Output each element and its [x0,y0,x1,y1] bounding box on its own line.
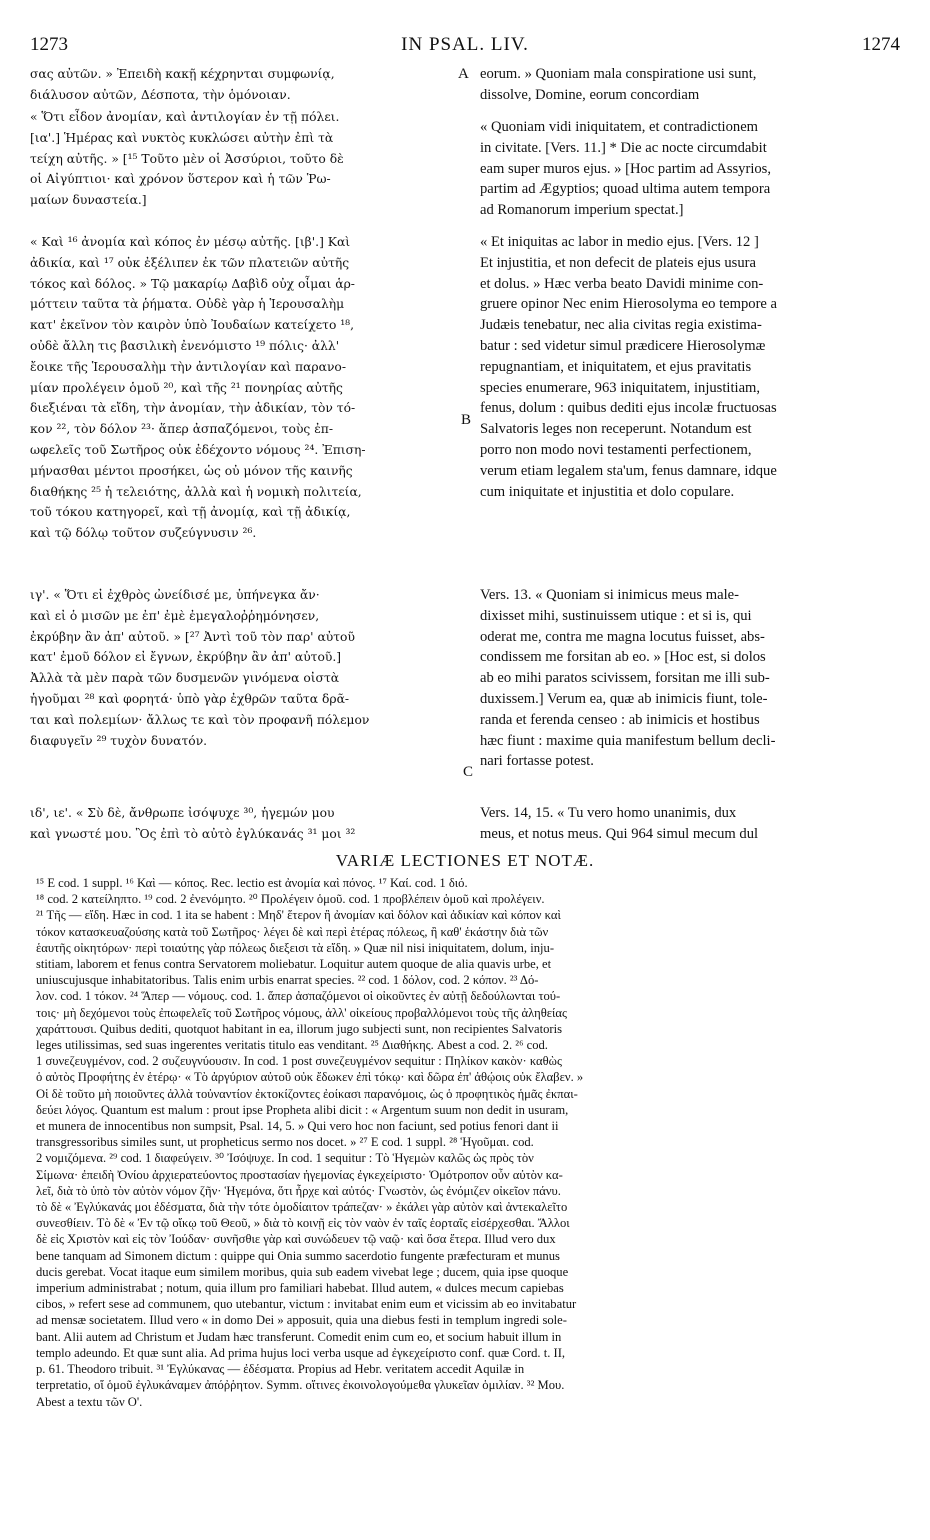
running-title: IN PSAL. LIV. [401,34,529,55]
text-line: μόττειν ταῦτα τὰ ῥήματα. Οὐδὲ γὰρ ἡ Ἱερουσαλὴμ [30,297,345,312]
text-line: Judæis tenebatur, nec alia civitas regia existima- [480,317,762,334]
text-line: ²¹ Τῆς — εἴδη. Hæc in cod. 1 ita se habent : Μηδ' ἕτερον ἢ ἀνομίαν καὶ δόλον καὶ ἀδικίαν καὶ κόπον καὶ [36,908,561,923]
text-line: σας αὐτῶν. » Ἐπειδὴ κακῇ κέχρηνται συμφωνίᾳ, [30,67,335,81]
text-line: δεύει λόγος. Quantum est malum : prout ipse Propheta alibi dicit : « Argentum suum non dedit in usuram, [36,1102,569,1117]
text-line: μήνασθαι μέντοι προσήκει, ὡς οὐ μόνον τῆς καινῆς [30,463,353,478]
text-line: [ια'.] Ἡμέρας καὶ νυκτὸς κυκλώσει αὐτὴν ἐπὶ τὰ [30,130,334,145]
text-line: ἀδικία, καὶ ¹⁷ οὐκ ἐξέλιπεν ἐκ τῶν πλατειῶν αὐτῆς [30,255,350,270]
text-line: bant. Alii autem ad Christum et Judam hæc transferunt. Comedit enim cum eo, et socium habuit illum in [36,1329,562,1344]
text-line: « Καὶ ¹⁶ ἀνομία καὶ κόπος ἐν μέσῳ αὐτῆς. [ιβ'.] Καὶ [30,235,351,249]
text-line: species enumerare, 963 iniquitatem, injustitiam, [480,379,761,396]
text-line: Vers. 14, 15. « Tu vero homo unanimis, dux [480,805,737,821]
text-line: meus, et notus meus. Qui 964 simul mecum dul [480,825,759,842]
text-line: et dolus. » Hæc verba beato Davidi minime con- [480,275,764,292]
text-line: χαράττουσι. Quibus dediti, quotquot habitant in ea, illorum jugo subjecti sunt, non recipientes Salvatoris [36,1021,562,1036]
text-line: διάλυσον αὐτῶν, Δέσποτα, τὴν ὁμόνοιαν. [30,87,291,102]
text-line: p. 61. Theodoro tribuit. ³¹ Ἐγλύκανας — ἐδέσματα. Propius ad Hebr. veritatem accedit Aquilæ in [36,1362,525,1377]
margin-letter-c: C [463,764,474,780]
greek-paragraph-4 [30,585,455,751]
text-line: eam super muros ejus. » [Hoc partim ad Assyrios, [480,160,772,177]
text-line: ται καὶ πολεμίων· ἄλλως τε καὶ τὸν προφανῆ πόλεμον [30,712,370,727]
latin-paragraph-5 [480,803,893,845]
text-line: repugnantiam, et iniquitatem, et ejus pravitatis [480,358,752,375]
text-line: τὸ δὲ « Ἐγλύκανάς μοι ἐδέσματα, διὰ τὴν τότε ὁμοδίαιτον τράπεζαν· » ἐκάλει γὰρ αὐτὸν καὶ ἀντεκαλεῖτο [36,1200,568,1215]
text-line: leges utilissimas, sed suas ingerentes veritatis titulo eas venditant. ²⁵ Διαθήκης. Abest a cod. 2. ²⁶ cod. [36,1038,548,1053]
right-page-number: 1274 [862,34,900,55]
margin-letter-b: B [461,412,472,428]
text-line: κον ²², τὸν δόλον ²³· ἅπερ ἀσπαζόμενοι, τοὺς ἐπ- [30,422,334,437]
text-line: καὶ τῷ δόλῳ τοῦτον συζεύγνυσιν ²⁶. [30,526,257,541]
text-line: διαθήκης ²⁵ ἡ τελειότης, ἀλλὰ καὶ ἡ νομικὴ πολιτεία, [30,484,362,499]
text-line: condissem me forsitan ab eo. » [Hoc est, si dolos [480,649,766,666]
text-line: ὁ αὐτὸς Προφήτης ἐν ἑτέρῳ· « Τὸ ἀργύριον αὐτοῦ οὐκ ἔδωκεν ἐπὶ τόκῳ· καὶ δῶρα ἐπ' ἀθῴοις οὐκ ἔλαβεν. » [36,1070,584,1085]
latin-paragraph-3 [480,232,893,502]
text-line: cum iniquitate et injustitia et dolo copulare. [480,483,735,500]
text-line: οἱ Αἰγύπτιοι· καὶ χρόνον ὕστερον καὶ ἡ τῶν Ῥω- [30,172,331,187]
text-line: porro non modo novi testamenti perfectionem, [480,441,752,458]
margin-letter-a: A [458,66,469,82]
text-line: randa et ferenda censeo : ab inimicis et hostibus [480,711,760,728]
greek-paragraph-1 [30,64,455,106]
text-line: Ἀλλὰ τὰ μὲν παρὰ τῶν δυσμενῶν γινόμενα οἰστὰ [30,671,340,686]
text-line: uniuscujusque inhabitatoribus. Talis enim urbis enarrat species. ²² cod. 1 δόλον, cod. 2 κόπον. ²³ Δό- [36,973,539,988]
greek-paragraph-3 [30,232,455,544]
footnotes-block [36,875,896,1410]
text-line: transgressoribus similes sunt, ut propheticus sermo nos docet. » ²⁷ E cod. 1 suppl. ²⁸ Ἡγοῦμαι. cod. [36,1135,534,1150]
text-line: oderat me, contra me magna locutus fuisset, abs- [480,628,765,645]
text-line: τοῦ τόκου κατηγορεῖ, καὶ τῇ ἀνομίᾳ, καὶ τῇ ἀδικίᾳ, [30,505,351,520]
text-line: διαφυγεῖν ²⁹ τυχὸν δυνατόν. [30,733,208,748]
text-line: 2 νομιζόμενα. ²⁹ cod. 1 διαφεύγειν. ³⁰ Ἰσόψυχε. In cod. 1 sequitur : Τὸ Ἡγεμὼν καλῶς ὡς πρὸς τὸν [36,1151,534,1166]
text-line: ἡγοῦμαι ²⁸ καὶ φορητά· ὑπὸ γὰρ ἐχθρῶν ταῦτα δρᾶ- [30,691,350,706]
text-line: batur : sed videtur simul prædicere Hierosolymæ [480,337,766,354]
text-line: ¹⁸ cod. 2 κατείληπτο. ¹⁹ cod. 2 ἐνενόμητο. ²⁰ Προλέγειν ὁμοῦ. cod. 1 προβλέπειν ὁμοῦ καὶ προλέγειν. [36,892,545,907]
text-line: terpretatio, οἵ ὁμοῦ ἐγλυκάναμεν ἀπόῤῥητον. Symm. οἵτινες ἐκοινολογούμεθα γλυκεῖαν ὁμιλίαν. ³² Μου. [36,1378,565,1393]
text-line: hæc fiunt : maxime quia manifestum bellum decli- [480,732,776,749]
running-header [30,34,900,56]
greek-paragraph-2 [30,107,455,211]
text-line: ducis gerebat. Vocat itaque eum similem moribus, quia sub eadem vivebat lege ; ducem, quia ipse quoque [36,1264,569,1279]
text-line: nari fortasse potest. [480,753,594,770]
text-line: Vers. 13. « Quoniam si inimicus meus male- [480,587,740,603]
text-line: duxissem.] Verum ea, quæ ab inimicis fiunt, tole- [480,690,768,707]
text-line: stitiam, laborem et fenus contra Servatorem moliebatur. Loquitur autem quoque de alia quavis urbe, et [36,957,552,972]
text-line: συνεσθίειν. Τὸ δὲ « Ἐν τῷ οἴκῳ τοῦ Θεοῦ, » διὰ τὸ κοινῇ εἰς τὸν ναὸν ἐν ταῖς ἑορταῖς εἰσέρχεσθαι. Ἄλλοι [36,1216,570,1231]
text-line: ab eo mihi paratos scivissem, forsitan me illi sub- [480,670,770,687]
text-line: gruere opinor Nec enim Hierosolyma eo tempore a [480,296,778,313]
latin-paragraph-1 [480,64,893,106]
left-page-number: 1273 [30,34,68,55]
text-line: ad mensæ societatem. Illud vero « in domo Dei » apposuit, quia una diebus festi in templum ingredi sole- [36,1313,567,1328]
greek-paragraph-5 [30,803,455,845]
text-line: ιδ', ιε'. « Σὺ δὲ, ἄνθρωπε ἰσόψυχε ³⁰, ἡγεμών μου [30,806,335,820]
text-line: dissolve, Domine, eorum concordiam [480,86,700,103]
text-line: « Quoniam vidi iniquitatem, et contradictionem [480,119,759,135]
text-line: λον. cod. 1 τόκον. ²⁴ Ἅπερ — νόμους. cod. 1. ἅπερ ἀσπαζόμενοι οἱ οἰκοῦντες ἐν αὐτῇ δεδούλωνται τού- [36,989,561,1004]
text-line: Οἱ δὲ τοῦτο μὴ ποιοῦντες ἀλλὰ τοὐναντίον ἐκτοκίζοντες ἐοίκασι παρανόμοις, ὡς ὁ προφητικὸς ἡμᾶς ἐκπαι- [36,1086,578,1101]
text-line: ιγ'. « Ὅτι εἰ ἐχθρὸς ὠνείδισέ με, ὑπήνεγκα ἄν· [30,588,320,602]
text-line: dixisset mihi, sustinuissem utique : et si is, qui [480,607,752,624]
text-line: « Et iniquitas ac labor in medio ejus. [Vers. 12 ] [480,234,759,250]
text-line: μίαν προλέγειν ὁμοῦ ²⁰, καὶ τῆς ²¹ πονηρίας αὐτῆς [30,380,343,395]
text-line: « Ὅτι εἶδον ἀνομίαν, καὶ ἀντιλογίαν ἐν τῇ πόλει. [30,110,340,124]
notes-heading: VARIÆ LECTIONES ET NOTÆ. [335,851,595,870]
text-line: imperium administrabat ; notum, quia illum pro familiari habebat. Illud autem, « dulces mecum capiebas [36,1281,564,1296]
text-line: et munera de innocentibus non sumpsit, Psal. 14, 5. » Qui vero hoc non faciunt, sed potius fenori dant ii [36,1119,559,1134]
text-line: Σίμωνα· ἐπειδὴ Ὀνίου ἀρχιερατεύοντος προστασίαν ἡγεμονίας ἐγκεχείριστο· Ὁμότροπον οὖν αὐτὸν κα- [36,1167,563,1182]
text-line: ἔοικε τῆς Ἱερουσαλὴμ τὴν ἀντιλογίαν καὶ παρανο- [30,359,346,374]
text-line: fenus, dolum : quibus dediti ejus incolæ fructuosas [480,400,777,417]
text-line: τόκος καὶ δόλος. » Τῷ μακαρίῳ Δαβὶδ οὐχ οἶμαι ἁρ- [30,276,355,291]
text-line: bene tanquam ad Simonem dictum : quippe qui Onia summo sacerdotio fungente præfecturam et munus [36,1248,560,1263]
text-line: τόκον κατασκευαζούσης κατὰ τοῦ Σωτῆρος· λέγει δὲ καὶ περὶ ἑτέρας πόλεως, ἢ καθ' ἑκάστην διὰ τῶν [36,924,549,939]
text-line: καὶ εἰ ὁ μισῶν με ἐπ' ἐμὲ ἐμεγαλοῤῥημόνησεν, [30,608,320,623]
text-line: κατ' ἐμοῦ δόλον εἰ ἔγνων, ἐκρύβην ἂν ἀπ' αὐτοῦ.] [30,650,342,665]
text-line: διεξιέναι τὰ εἴδη, τὴν ἀνομίαν, τὴν ἀδικίαν, τὸν τό- [30,401,356,416]
text-line: λεῖ, διὰ τὸ ὑπὸ τὸν αὐτὸν νόμον ζῆν· Ἡγεμόνα, ὅτι ἦρχε καὶ αὐτός· Γνωστὸν, ὡς ἐνόμιζεν οἰκεῖον πάνυ. [36,1183,561,1198]
text-line: cibos, » refert sese ad communem, quo utebantur, victum : invitabat enim eum et vicissim ab eo invitabatur [36,1297,577,1312]
text-line: in civitate. [Vers. 11.] * Die ac nocte circumdabit [480,139,767,156]
latin-paragraph-4 [480,585,893,772]
text-line: Abest a textu τῶν Ο'. [36,1394,143,1409]
text-line: ἑαυτῆς οἰκητόρων· περὶ τοιαύτης γὰρ πόλεως διεξεισι τὰ εἴδη. » Quæ nil nisi iniquitatem, dolum, inju- [36,940,555,955]
text-line: κατ' ἐκεῖνον τὸν καιρὸν ὑπὸ Ἰουδαίων κατείχετο ¹⁸, [30,318,355,333]
text-line: ¹⁵ E cod. 1 suppl. ¹⁶ Καὶ — κόπος. Rec. lectio est ἀνομία καὶ πόνος. ¹⁷ Καί. cod. 1 διό. [36,876,468,890]
text-line: eorum. » Quoniam mala conspiratione usi sunt, [480,66,757,82]
text-line: τοις· μὴ δεχόμενοι τοὺς ἐπωφελεῖς τοῦ Σωτῆρος νόμους, ἀλλ' οἰκείους προβαλλόμενοι τοὺς τῆς ἀληθείας [36,1005,567,1020]
text-line: ad Romanorum imperium spectat.] [480,202,684,219]
text-line: δὲ εἰς Χριστὸν καὶ εἰς τὸν Ἰούδαν· συνῆσθιε γὰρ καὶ συνώδευεν τῷ ναῷ· καὶ ὅσα ἕτερα. Illud vero dux [36,1232,556,1247]
text-line: οὐδὲ ἄλλη τις βασιλικὴ ἐνενόμιστο ¹⁹ πόλις· ἀλλ' [30,338,340,353]
text-line: καὶ γνωστέ μου. Ὃς ἐπὶ τὸ αὐτὸ ἐγλύκανάς ³¹ μοι ³² [30,826,356,841]
latin-paragraph-2 [480,117,893,221]
text-line: Salvatoris leges non receperunt. Notandum est [480,421,752,438]
text-line: ἐκρύβην ἂν ἀπ' αὐτοῦ. » [²⁷ Ἀντὶ τοῦ τὸν παρ' αὐτοῦ [30,629,355,644]
text-line: partim ad Ægyptios; quoad ultima autem tempora [480,181,771,198]
text-line: τείχη αὐτῆς. » [¹⁵ Τοῦτο μὲν οἱ Ἀσσύριοι, τοῦτο δὲ [30,151,344,166]
text-line: 1 συνεζευγμένον, cod. 2 συζευγνύουσιν. In cod. 1 post συνεζευγμένον sequitur : Πηλίκον κακὸν· καθὼς [36,1054,562,1069]
text-line: μαίων δυναστεία.] [30,193,147,208]
text-line: ωφελεῖς τοῦ Σωτῆρος οὐκ ἐδέχοντο νόμους ²⁴. Ἐπιση- [30,442,366,457]
text-line: templo adeundo. Et quæ sunt alia. Ad prima hujus loci verba usque ad ἐγκεχείριστο conf. quæ Cord. t. II, [36,1345,566,1360]
text-line: verum etiam legalem sta'um, fenus damnare, idque [480,462,777,479]
text-line: Et injustitia, et non defecit de plateis ejus usura [480,254,756,271]
